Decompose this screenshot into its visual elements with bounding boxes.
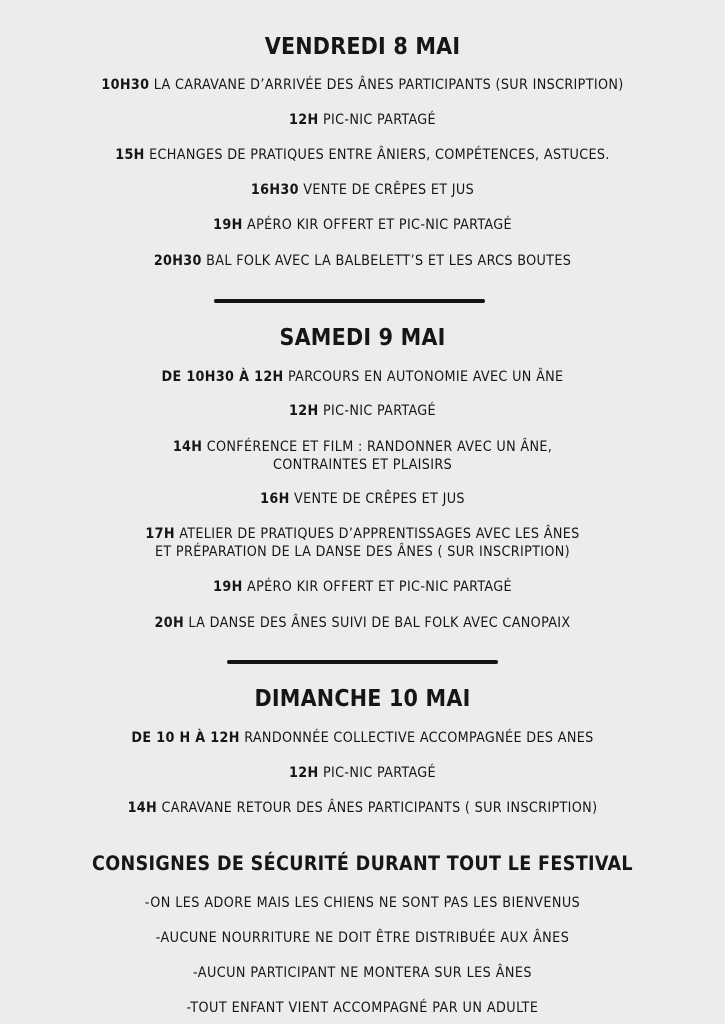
saturday-item-3-time: 14H <box>172 439 203 455</box>
saturday-item-7-text: LA DANSE DES ÂNES SUIVI DE BAL FOLK AVEC CANOPAIX <box>184 615 571 631</box>
sunday-item-2-time: 12H <box>289 765 319 781</box>
saturday-item-1-text: PARCOURS EN AUTONOMIE AVEC UN ÂNE <box>283 369 564 385</box>
safety-title: CONSIGNES DE SÉCURITÉ DURANT TOUT LE FESTIVAL <box>92 852 633 875</box>
friday-item-6-time: 20H30 <box>153 253 202 269</box>
sunday-item-2-text: PIC-NIC PARTAGÉ <box>318 765 436 781</box>
sunday-item-3-text: CARAVANE RETOUR DES ÂNES PARTICIPANTS ( SUR INSCRIPTION) <box>157 800 598 816</box>
safety-rule-4: -TOUT ENFANT VIENT ACCOMPAGNÉ PAR UN ADULTE <box>186 1000 539 1016</box>
saturday-item-4-text: VENTE DE CRÊPES ET JUS <box>289 491 465 507</box>
sunday-item-1-time: DE 10 H À 12H <box>131 730 240 746</box>
friday-item-1-time: 10H30 <box>101 77 150 93</box>
safety-rule-2: -AUCUNE NOURRITURE NE DOIT ÊTRE DISTRIBUÉE AUX ÂNES <box>155 930 570 946</box>
saturday-item-1 <box>0 368 725 386</box>
friday-item-3 <box>0 146 725 164</box>
saturday-item-1-time: DE 10H30 À 12H <box>161 369 284 385</box>
saturday-item-5-time: 17H <box>145 526 175 542</box>
friday-item-4-time: 16H30 <box>250 182 299 198</box>
friday-item-4-text: VENTE DE CRÊPES ET JUS <box>298 182 475 198</box>
sunday-title: DIMANCHE 10 MAI <box>254 686 471 712</box>
saturday-item-6 <box>0 578 725 596</box>
friday-item-1-text: LA CARAVANE D’ARRIVÉE DES ÂNES PARTICIPANTS (SUR INSCRIPTION) <box>149 77 624 93</box>
friday-item-4 <box>0 181 725 199</box>
saturday-item-2-text: PIC-NIC PARTAGÉ <box>318 403 436 419</box>
saturday-item-2-time: 12H <box>289 403 319 419</box>
friday-item-2 <box>0 111 725 129</box>
section-divider-1 <box>214 299 485 303</box>
saturday-item-3-line2: CONTRAINTES ET PLAISIRS <box>272 457 453 473</box>
friday-item-6 <box>0 252 725 270</box>
saturday-item-6-text: APÉRO KIR OFFERT ET PIC-NIC PARTAGÉ <box>242 579 512 595</box>
friday-title: VENDREDI 8 MAI <box>264 34 461 60</box>
saturday-item-3-text: CONFÉRENCE ET FILM : RANDONNER AVEC UN ÂNE, <box>202 439 553 455</box>
section-divider-2 <box>227 660 498 664</box>
saturday-item-6-time: 19H <box>213 579 243 595</box>
saturday-item-3 <box>0 438 725 456</box>
saturday-item-7 <box>0 614 725 632</box>
friday-item-2-text: PIC-NIC PARTAGÉ <box>318 112 436 128</box>
friday-item-1 <box>0 76 725 94</box>
saturday-item-5-line2: ET PRÉPARATION DE LA DANSE DES ÂNES ( SUR INSCRIPTION) <box>154 544 571 560</box>
sunday-item-1-text: RANDONNÉE COLLECTIVE ACCOMPAGNÉE DES ANES <box>239 730 594 746</box>
friday-item-3-text: ECHANGES DE PRATIQUES ENTRE ÂNIERS, COMPÉTENCES, ASTUCES. <box>144 147 610 163</box>
sunday-item-2 <box>0 764 725 782</box>
friday-item-3-time: 15H <box>115 147 145 163</box>
sunday-item-1 <box>0 729 725 747</box>
friday-item-5-time: 19H <box>213 217 243 233</box>
safety-rule-1: -ON LES ADORE MAIS LES CHIENS NE SONT PAS LES BIENVENUS <box>144 895 581 911</box>
saturday-item-5 <box>0 525 725 543</box>
sunday-item-3-time: 14H <box>127 800 158 816</box>
saturday-title: SAMEDI 9 MAI <box>279 325 446 351</box>
saturday-item-4-time: 16H <box>260 491 290 507</box>
sunday-item-3 <box>0 799 725 817</box>
friday-item-5 <box>0 216 725 234</box>
saturday-item-4 <box>0 490 725 508</box>
friday-item-6-text: BAL FOLK AVEC LA BALBELETT’S ET LES ARCS BOUTES <box>201 253 572 269</box>
saturday-item-2 <box>0 402 725 420</box>
saturday-item-5-text: ATELIER DE PRATIQUES D’APPRENTISSAGES AVEC LES ÂNES <box>174 526 580 542</box>
friday-item-2-time: 12H <box>289 112 319 128</box>
safety-rule-3: -AUCUN PARTICIPANT NE MONTERA SUR LES ÂNES <box>193 965 532 981</box>
saturday-item-7-time: 20H <box>154 615 184 631</box>
friday-item-5-text: APÉRO KIR OFFERT ET PIC-NIC PARTAGÉ <box>242 217 512 233</box>
